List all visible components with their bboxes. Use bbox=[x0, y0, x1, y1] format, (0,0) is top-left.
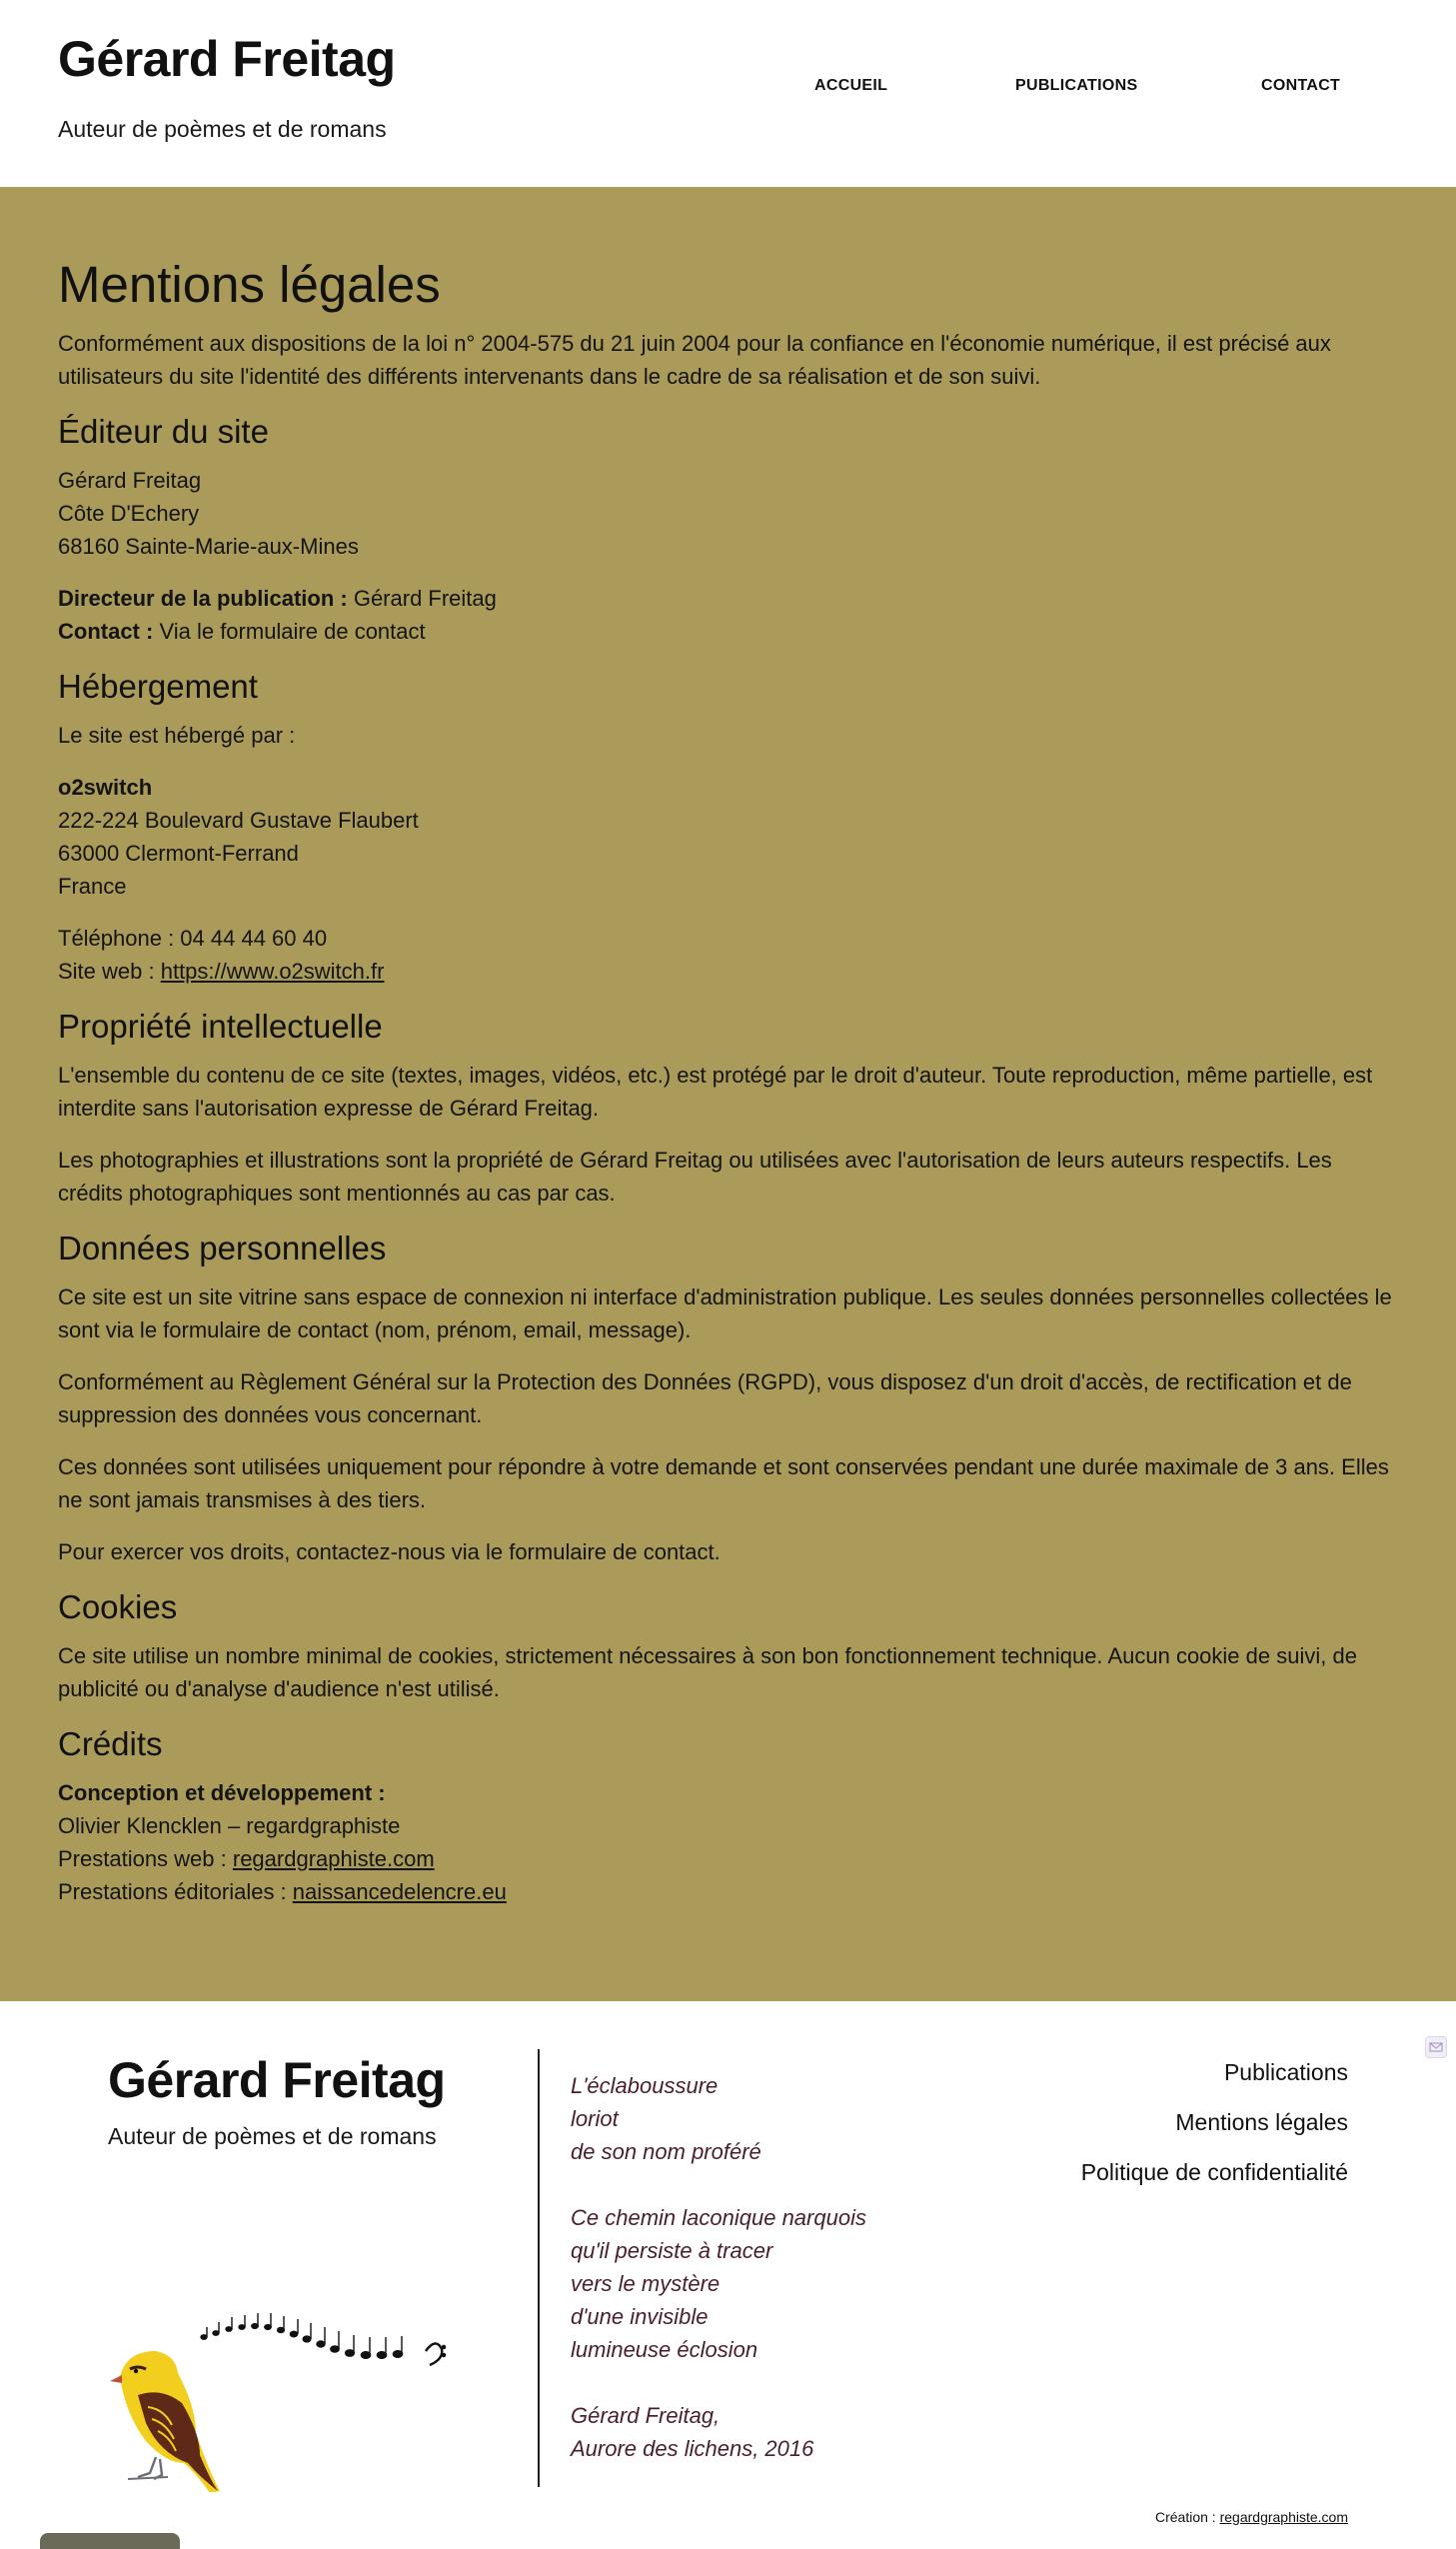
poem-line: lumineuse éclosion bbox=[571, 2337, 758, 2362]
footer-link-mentions-legales[interactable]: Mentions légales bbox=[1175, 2109, 1348, 2135]
credits-designer: Olivier Klencklen – regardgraphiste bbox=[58, 1813, 401, 1838]
poem-stanza-1 bbox=[571, 2069, 866, 2168]
host-contacts bbox=[58, 922, 1397, 988]
footer-credit bbox=[1155, 2509, 1348, 2525]
credits-web-label: Prestations web : bbox=[58, 1846, 233, 1871]
footer-divider bbox=[538, 2049, 540, 2487]
footer-site-tagline: Auteur de poèmes et de romans bbox=[108, 2123, 437, 2149]
site-tagline: Auteur de poèmes et de romans bbox=[58, 116, 387, 142]
music-notes-icon bbox=[201, 2313, 446, 2365]
poem-line: vers le mystère bbox=[571, 2271, 721, 2296]
editor-address bbox=[58, 464, 1397, 563]
director-label: Directeur de la publication : bbox=[58, 586, 348, 611]
credits-web-link[interactable]: regardgraphiste.com bbox=[232, 1846, 435, 1871]
host-name: o2switch bbox=[58, 775, 153, 800]
privacy-paragraph-4: Pour exercer vos droits, contactez-nous via le formulaire de contact. bbox=[58, 1539, 721, 1564]
mail-icon[interactable] bbox=[1425, 2036, 1447, 2058]
page-title: Mentions légales bbox=[58, 256, 441, 313]
host-phone: Téléphone : 04 44 44 60 40 bbox=[58, 926, 328, 951]
privacy-heading: Données personnelles bbox=[58, 1230, 387, 1267]
privacy-paragraph-1: Ce site est un site vitrine sans espace de connexion ni interface d'administration publique. Les seules données personnelles collectées le sont via le formulaire de contact (nom, prénom, email, message). bbox=[58, 1284, 1392, 1342]
poem-line: L'éclaboussure bbox=[571, 2073, 719, 2098]
editor-contacts bbox=[58, 582, 1397, 648]
editor-heading: Éditeur du site bbox=[58, 413, 269, 450]
cookies-paragraph: Ce site utilise un nombre minimal de cookies, strictement nécessaires à son bon fonctionnement technique. Aucun cookie de suivi, de publicité ou d'analyse d'audience n'est utilisé. bbox=[58, 1643, 1357, 1701]
legal-content-inner bbox=[58, 255, 1397, 1927]
editor-street: Côte D'Echery bbox=[58, 501, 200, 526]
credits-design-label: Conception et développement : bbox=[58, 1780, 386, 1805]
contact-value: Via le formulaire de contact bbox=[153, 619, 426, 644]
hosting-lead: Le site est hébergé par : bbox=[58, 723, 296, 748]
credits-edit-label: Prestations éditoriales : bbox=[58, 1879, 293, 1904]
nav-link-publications[interactable]: PUBLICATIONS bbox=[1015, 77, 1138, 94]
footer-credit-link[interactable]: regardgraphiste.com bbox=[1219, 2509, 1348, 2525]
editor-city: 68160 Sainte-Marie-aux-Mines bbox=[58, 534, 359, 559]
host-web-line bbox=[58, 955, 1397, 988]
poem-line: qu'il persiste à tracer bbox=[571, 2238, 773, 2263]
footer-site-title[interactable]: Gérard Freitag bbox=[108, 2052, 446, 2108]
host-web-link[interactable]: https://www.o2switch.fr bbox=[160, 959, 385, 984]
credits-web-line bbox=[58, 1842, 1397, 1875]
hosting-heading: Hébergement bbox=[58, 668, 258, 705]
mail-icon-glyph bbox=[1426, 2037, 1446, 2057]
credits-edit-line bbox=[58, 1875, 1397, 1908]
footer-credit-label: Création : bbox=[1155, 2509, 1220, 2525]
editor-name: Gérard Freitag bbox=[58, 468, 202, 493]
poem-stanza-2 bbox=[571, 2201, 866, 2366]
footer-link-privacy[interactable]: Politique de confidentialité bbox=[1080, 2159, 1348, 2185]
host-city: 63000 Clermont-Ferrand bbox=[58, 841, 299, 866]
site-title[interactable]: Gérard Freitag bbox=[58, 31, 396, 87]
contact-line bbox=[58, 615, 1397, 648]
host-web-label: Site web : bbox=[58, 959, 161, 984]
intro-paragraph: Conformément aux dispositions de la loi n° 2004-575 du 21 juin 2004 pour la confiance en l'économie numérique, il est précisé aux utilisateurs du site l'identité des différents intervenants dans le cadre de sa réalisation et de son suivi. bbox=[58, 331, 1331, 389]
oriole-bird-illustration bbox=[108, 2307, 448, 2492]
poem-line: d'une invisible bbox=[571, 2304, 709, 2329]
poem-line: loriot bbox=[571, 2106, 619, 2131]
poem-attribution bbox=[571, 2399, 866, 2465]
footer-link-publications[interactable]: Publications bbox=[1223, 2059, 1348, 2085]
credits-block bbox=[58, 1776, 1397, 1908]
footer-poem bbox=[571, 2069, 866, 2498]
site-footer bbox=[0, 2001, 1456, 2549]
cookies-heading: Cookies bbox=[58, 1588, 178, 1625]
ip-paragraph-1: L'ensemble du contenu de ce site (textes, images, vidéos, etc.) est protégé par le droit d'auteur. Toute reproduction, même partielle, est interdite sans l'autorisation expresse de Gérard Freitag. bbox=[58, 1063, 1373, 1121]
privacy-paragraph-3: Ces données sont utilisées uniquement pour répondre à votre demande et sont conservées pendant une durée maximale de 3 ans. Elles ne sont jamais transmises à des tiers. bbox=[58, 1454, 1389, 1512]
main-nav bbox=[0, 77, 1456, 101]
poem-author: Gérard Freitag, bbox=[571, 2403, 721, 2428]
host-street: 222-224 Boulevard Gustave Flaubert bbox=[58, 808, 419, 833]
host-address bbox=[58, 771, 1397, 903]
ip-paragraph-2: Les photographies et illustrations sont la propriété de Gérard Freitag ou utilisées avec l'autorisation de leurs auteurs respectifs. Les crédits photographiques sont mentionnés au cas par cas. bbox=[58, 1148, 1332, 1206]
director-line bbox=[58, 582, 1397, 615]
nav-link-contact[interactable]: CONTACT bbox=[1261, 77, 1341, 94]
contact-label: Contact : bbox=[58, 619, 154, 644]
oriole-bird-body bbox=[110, 2351, 220, 2492]
footer-nav bbox=[1081, 2047, 1348, 2197]
credits-heading: Crédits bbox=[58, 1725, 163, 1762]
poem-line: Ce chemin laconique narquois bbox=[571, 2205, 866, 2230]
credits-edit-link[interactable]: naissancedelencre.eu bbox=[292, 1879, 507, 1904]
poem-line: de son nom proféré bbox=[571, 2139, 761, 2164]
legal-content bbox=[0, 187, 1456, 2001]
director-value: Gérard Freitag bbox=[347, 586, 497, 611]
nav-link-accueil[interactable]: ACCUEIL bbox=[814, 77, 888, 94]
host-country: France bbox=[58, 874, 127, 899]
site-header bbox=[0, 0, 1456, 187]
poem-source: Aurore des lichens, 2016 bbox=[571, 2436, 814, 2461]
privacy-paragraph-2: Conformément au Règlement Général sur la Protection des Données (RGPD), vous disposez d'un droit d'accès, de rectification et de suppression des données vous concernant. bbox=[58, 1369, 1352, 1427]
cookie-settings-tab[interactable] bbox=[40, 2533, 180, 2549]
ip-heading: Propriété intellectuelle bbox=[58, 1008, 383, 1045]
